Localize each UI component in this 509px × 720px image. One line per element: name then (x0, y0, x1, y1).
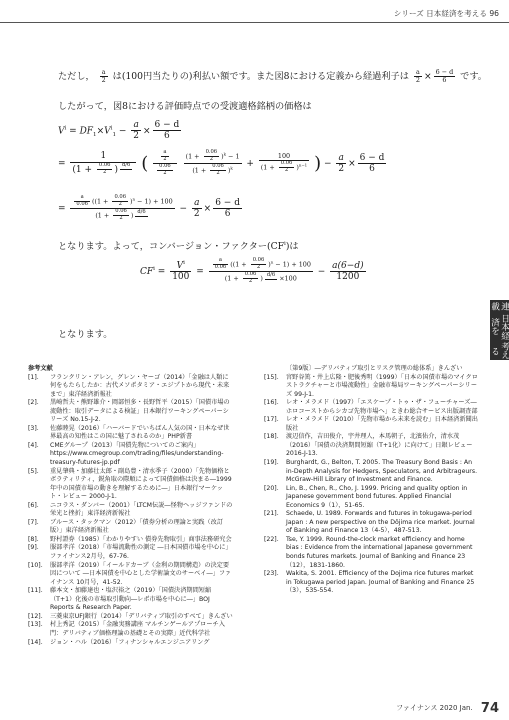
text-segment: i (284, 240, 286, 247)
reference-item (264, 459, 479, 485)
references-right-column (264, 365, 479, 596)
reference-number: [9]. (28, 544, 39, 552)
reference-text: レオ・メラメド（2010）「先物市場から未来を読む」日本経済新聞出版社 (286, 416, 478, 432)
reference-number: [3]. (28, 424, 39, 432)
reference-item (264, 485, 479, 511)
fraction-discount: 1 (1 + $\frac{0.06}{2}$ ) $^{d/6}$ (70, 151, 136, 175)
reference-text: Schaede, U. 1989. Forwards and futures in tokugawa-period Japan : A new perspective on the Dōjima rice market. Journal of Banking and Finance 13（4-5），487-513. (286, 510, 475, 535)
reference-text: Lin, B., Chen, R., Cho, J. 1999. Pricing and quality option in Japanese government bond futures. Applied Financial Economics 9（1），51-65. (286, 484, 468, 509)
reference-item (264, 416, 479, 433)
footer-date: 2020 Jan. (439, 704, 473, 712)
reference-item (264, 365, 479, 374)
reference-number: [17]. (264, 416, 279, 424)
reference-text: 渡辺信作，吉田俊介，宇井理人，本馬朝子，北濱佑介，清水茂（2016）「国債の決済期間短縮（T+1化）に向けて」日銀レビュー 2016-J-13. (286, 433, 473, 458)
reference-text: 黒崎哲夫・熊野雄介・岡部恒多・長野哲平（2015）「国債市場の流動性：取引データによる検証」日本銀行ワーキングペーパーシリーズ No.15-J-2． (50, 399, 230, 424)
fraction-a-over-2: $\frac{a}{2}$ (338, 152, 345, 174)
reference-text: ジョン・ハル（2016）「フィナンシャルエンジニアリング (50, 638, 210, 646)
reference-item (28, 425, 233, 442)
reference-text: フランクリン・アレン，グレン・ヤーゴ（2014）「金融は人類に何をもたらしたか：古代メソポタミア・エジプトから現代・未来まで」東洋経済新報社 (50, 373, 230, 398)
fraction-principal: 100 (1 + $\frac{0.06}{2}$ )$^{n-1}$ (260, 151, 308, 174)
series-side-tab (490, 300, 509, 360)
reference-number: [8]. (28, 535, 39, 543)
reference-text: ブルース・タックマン（2012）「債券分析の理論と実践（改訂版）」東洋経済新報社 (50, 518, 223, 535)
fraction-6-minus-d-over-6: $\frac{6 - d}{6}$ (215, 197, 240, 219)
fraction-v-over-100: $\frac{V^i}{100}$ (172, 259, 190, 282)
reference-text: Tse, Y. 1999. Round-the-clock market efficiency and home bias : Evidence from the international Japanese government bonds futures markets. Journal of Banking and Finance 23（12），1831-1860. (286, 535, 473, 569)
reference-text: 〔第9版〕―デリバティブ取引とリスク管理の総体系」きんざい (286, 365, 463, 372)
fraction-a-over-2: $\frac{a}{2}$ (101, 67, 106, 84)
reference-number: [15]. (264, 373, 279, 381)
reference-text: 野村證券（1985）「わかりやすい 債券先物取引」商事法務研究会 (50, 535, 232, 543)
reference-item (264, 570, 479, 596)
reference-item (264, 374, 479, 400)
fraction-6-minus-d-over-6: $\frac{6 - d}{6}$ (154, 120, 180, 142)
fraction-6-minus-d-over-6: $\frac{6 - d}{6}$ (435, 67, 454, 84)
reference-text: Burghardt, G., Belton, T. 2005. The Treasury Bond Basis : An in-Depth Analysis for Hedgers, Speculators, and Arbitrageurs. McGraw-Hill Library of Investment and Finance. (286, 459, 478, 484)
side-tab-line: 考える (489, 342, 509, 360)
running-header: シリーズ 日本経済を考える 96 (393, 9, 499, 18)
reference-item (28, 639, 233, 648)
reference-item (28, 621, 233, 638)
reference-number: [6]. (28, 501, 39, 509)
header-rule (0, 22, 509, 23)
fraction-6-minus-d-over-6: $\frac{6 - d}{6}$ (359, 152, 385, 174)
fraction-accrued-interest: $\frac{a(6-d)}{1200}$ (332, 260, 364, 282)
reference-number: [20]. (264, 484, 279, 492)
reference-item (264, 433, 479, 459)
fraction-price-combined: $\frac{a}{0.06}$ ((1 + $\frac{0.06}{2}$ )$^n$ − 1) + 100 (1 + $\frac{0.06}{2}$ ) $^{d/6}$ (70, 195, 174, 222)
fraction-annuity-factor: (1 + $\frac{0.06}{2}$ )$^k$ − 1 (1 + $\frac{0.06}{2}$ )$^k$ (185, 149, 240, 176)
paragraph-closing: となります。 (58, 329, 113, 340)
reference-item (264, 510, 479, 536)
reference-text: CMEグループ（2013）「国債先物についてのご案内」https://www.cmegroup.com/trading/files/understanding-treasury-futures-jp.pdf (50, 441, 224, 467)
reference-number (264, 365, 286, 374)
reference-text: 重見肇典・加藤壮太郎・副島豊・清水季子（2000）「先物価格とボラティリティ，鋭角取の際順によって国債価格は決まる―1999年中の国債市場の動きを理解するために―」日本銀行マーケット・レビュー 2000-J-1. (50, 467, 232, 501)
reference-text: 服部孝洋（2019）「イールドカーブ（金利の期間構造）の決定要因について ―日本国債を中心とした学術論文のサーベイ―」ファイナンス 10月号，41-52． (50, 561, 232, 586)
reference-number: [16]. (264, 399, 279, 407)
equation-price-expanded: = 1 (1 + $\frac{0.06}{2}$ ) $^{d/6}$ ( $\frac{a}{2}$ 0.06 2 (1 + $\frac{0.06}{2}$ )$^k$ − 1 (1 + $\frac{0.06}{2}$ )$^k$ + 100 (1 + $\frac{0.06}{2}$ )$^{n-1}$ ) − $\frac{a}{2}$ × $\frac{6 - d}{6}$ (58, 149, 385, 176)
reference-text: レオ・メラメド（1997）「エスケープ・トゥ・ザ・フューチャーズ―ホロコーストからシカゴ先物市場へ」ときわ総合サービス出版調査部 (286, 399, 478, 415)
side-tab-line: 日本経済を (489, 314, 509, 340)
text-segment: ただし， (58, 71, 95, 82)
text-segment: です。 (460, 71, 487, 82)
references-heading: 参考文献 (28, 365, 53, 372)
side-tab-line: 連載 (489, 301, 509, 311)
page-footer (396, 701, 499, 716)
reference-item (264, 399, 479, 416)
text-segment: )は (285, 241, 299, 252)
reference-number: [5]. (28, 467, 39, 475)
reference-number: [7]. (28, 518, 39, 526)
reference-item (28, 544, 233, 561)
reference-number: [11]. (28, 587, 43, 595)
reference-item (28, 468, 233, 502)
reference-number: [14]. (28, 638, 43, 646)
reference-number: [22]. (264, 535, 279, 543)
reference-text: 藤本文・加藤達也・塩沢裕之（2019）「国債決済期間短縮（T+1）化後の市場取引動向―レポ市場を中心に―」BOJ Reports & Research Paper. (50, 587, 212, 612)
paragraph-cf-intro (58, 238, 299, 252)
reference-item (264, 536, 479, 570)
reference-number: [12]. (28, 612, 43, 620)
reference-text: 佐藤睦晃（2016）「ハーバードでいちばん人気の国・日本なぜ世界最高の知性はこの国に魅了されるのか」PHP新書 (50, 424, 230, 441)
reference-item (28, 502, 233, 519)
reference-number: [1]. (28, 373, 39, 381)
equation-price-simplified: = $\frac{a}{0.06}$ ((1 + $\frac{0.06}{2}$ )$^n$ − 1) + 100 (1 + $\frac{0.06}{2}$ ) $^{d/6}$ − $\frac{a}{2}$ × $\frac{6 - d}{6}$ (58, 194, 240, 221)
fraction-coupon-annuity: $\frac{a}{2}$ 0.06 2 (153, 150, 177, 177)
reference-item (28, 374, 233, 400)
reference-text: Wakita, S. 2001. Efficiency of the Dojima rice futures market in Tokugawa period Japan. Journal of Banking and Finance 25（3），535-554. (286, 570, 475, 595)
reference-text: ニコラス・ダンバー（2001）「LTCM伝説―怪物ヘッジファンドの栄光と挫折」東洋経済新報社 (50, 501, 233, 518)
reference-number: [18]. (264, 433, 279, 441)
equation-conversion-factor: $CF^i$ = $\frac{V^i}{100}$ = $\frac{a}{0.06}$ ((1 + $\frac{0.06}{2}$ )$^n$ − 1) + 100 (1 + $\frac{0.06}{2}$ ) $^{d/6}$ ×100 − $\frac{a(6-d)}{1200}$ (140, 257, 364, 284)
reference-text: 服部孝洋（2018）「市場流動性の測定 ―日本国債市場を中心に」ファイナンス2月号，67-76． (50, 544, 232, 561)
reference-text: 村上秀記（2015）「金融実務講座 マルチンゲールアプローチ入門：デリバティブ価格理論の基礎とその実際」近代科学社 (50, 621, 225, 637)
reference-text: 宮野谷篤・井上広隆・肥後秀明（1999）「日本の国債市場のマイクロストラクチャーと市場流動性」金融市場局ワーキングペーパーシリーズ 99-J-1. (286, 373, 478, 398)
reference-item (28, 587, 233, 613)
references-left-column (28, 365, 233, 647)
reference-number: [23]. (264, 570, 279, 578)
text-segment: となります。よって，コンバージョン・ファクター(CF (58, 241, 285, 252)
reference-number: [2]. (28, 399, 39, 407)
reference-text: 三菱東京UFJ銀行（2014）「デリバティブ取引のすべて」きんざい (50, 612, 233, 620)
reference-number: [21]. (264, 510, 279, 518)
fraction-a-over-2: $\frac{a}{2}$ (133, 120, 139, 142)
reference-number: [4]. (28, 441, 39, 449)
reference-item (28, 519, 233, 536)
fraction-cf-combined: $\frac{a}{0.06}$ ((1 + $\frac{0.06}{2}$ )$^n$ − 1) + 100 (1 + $\frac{0.06}{2}$ ) $^{d/6}$ ×100 (209, 258, 313, 285)
reference-item (28, 562, 233, 588)
text-segment: は(100円当たりの)利払い額です。また図8における定義から経過利子は (112, 71, 409, 82)
reference-number: [13]. (28, 621, 43, 629)
reference-item (28, 399, 233, 425)
paragraph-price-intro: したがって，図8における評価時点での受渡適格銘柄の価格は (58, 101, 312, 112)
fraction-a-over-2: $\frac{a}{2}$ (415, 67, 420, 84)
reference-number: [10]. (28, 561, 43, 569)
footer-magazine: ファイナンス (396, 704, 438, 712)
fraction-a-over-2: $\frac{a}{2}$ (193, 197, 200, 219)
reference-number: [19]. (264, 459, 279, 467)
reference-item (28, 442, 233, 468)
equation-price-v: $V^i = DF_1\times V^i_1$ − $\frac{a}{2}$ × $\frac{6 - d}{6}$ (58, 120, 180, 142)
page-number: 74 (480, 701, 499, 716)
paragraph-definition: ただし， $\frac{a}{2}$ は(100円当たりの)利払い額です。また図8における定義から経過利子は $\frac{a}{2}$ × $\frac{6 - d}{6}$ です。 (58, 67, 487, 84)
